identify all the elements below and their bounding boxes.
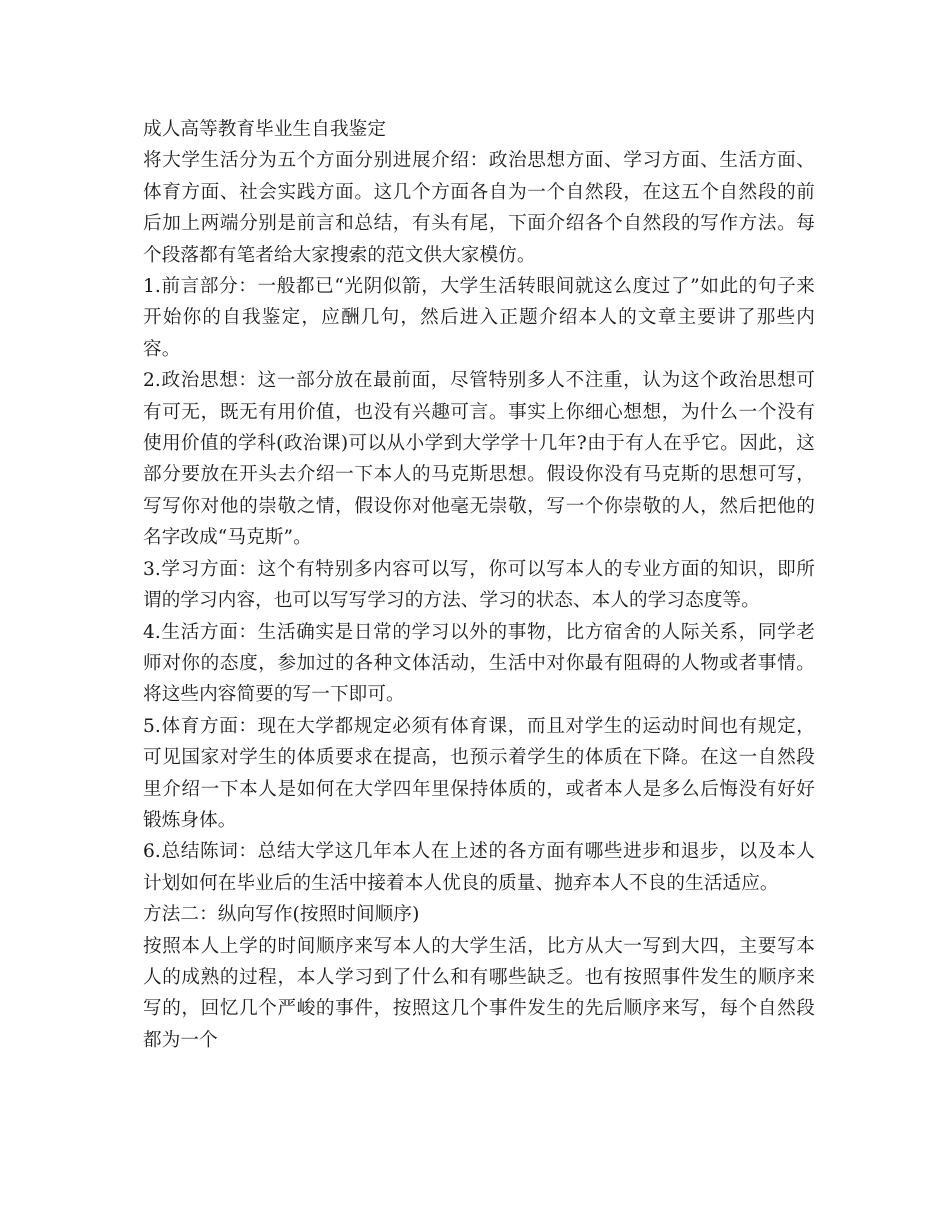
paragraph-study: 3.学习方面：这个有特别多内容可以写，你可以写本人的专业方面的知识，即所谓的学习内容，也可以写写学习的方法、学习的状态、本人的学习态度等。 xyxy=(143,558,815,612)
paragraph-summary: 6.总结陈词：总结大学这几年本人在上述的各方面有哪些进步和退步，以及本人计划如何在毕业后的生活中接着本人优良的质量、抛弃本人不良的生活适应。 xyxy=(143,841,815,894)
paragraph-politics: 2.政治思想：这一部分放在最前面，尽管特别多人不注重，认为这个政治思想可有可无，既无有用价值，也没有兴趣可言。事实上你细心想想，为什么一个没有使用价值的学科(政治课)可以从小学到大学学十几年?由于有人在乎它。因此，这部分要放在开头去介绍一下本人的马克斯思想。假设你没有马克斯的思想可写，写写你对他的崇敬之情，假设你对他毫无崇敬，写一个你崇敬的人，然后把他的名字改成“马克斯”。 xyxy=(143,370,815,549)
paragraph-method-two: 按照本人上学的时间顺序来写本人的大学生活，比方从大一写到大四，主要写本人的成熟的过程，本人学习到了什么和有哪些缺乏。也有按照事件发生的顺序来写的，回忆几个严峻的事件，按照这几个事件发生的先后顺序来写，每个自然段都为一个 xyxy=(143,935,815,1051)
paragraph-preface: 1.前言部分：一般都已“光阴似箭，大学生活转眼间就这么度过了”如此的句子来开始你的自我鉴定，应酬几句，然后进入正题介绍本人的文章主要讲了那些内容。 xyxy=(143,276,815,360)
method-two-heading: 方法二：纵向写作(按照时间顺序) xyxy=(143,904,420,926)
paragraph-intro: 将大学生活分为五个方面分别进展介绍：政治思想方面、学习方面、生活方面、体育方面、社会实践方面。这几个方面各自为一个自然段，在这五个自然段的前后加上两端分别是前言和总结，有头有尾，下面介绍各个自然段的写作方法。每个段落都有笔者给大家搜索的范文供大家模仿。 xyxy=(143,150,815,266)
document-title: 成人高等教育毕业生自我鉴定 xyxy=(143,119,387,140)
paragraph-sports: 5.体育方面：现在大学都规定必须有体育课，而且对学生的运动时间也有规定，可见国家对学生的体质要求在提高，也预示着学生的体质在下降。在这一自然段里介绍一下本人是如何在大学四年里保持体质的，或者本人是多么后悔没有好好锻炼身体。 xyxy=(143,715,815,831)
document-page xyxy=(143,114,815,1056)
paragraph-life: 4.生活方面：生活确实是日常的学习以外的事物，比方宿舍的人际关系，同学老师对你的态度，参加过的各种文体活动，生活中对你最有阻碍的人物或者事情。将这些内容简要的写一下即可。 xyxy=(143,621,815,706)
